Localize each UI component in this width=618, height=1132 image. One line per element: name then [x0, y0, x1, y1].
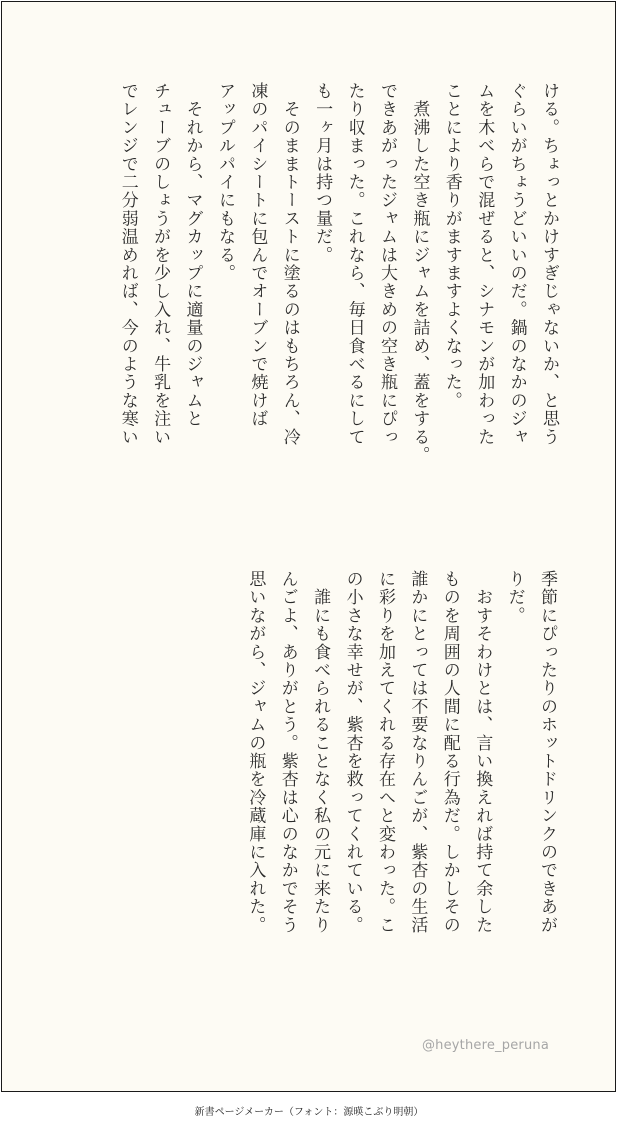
text-column: ムを木べらで混ぜると、シナモンが加わった — [474, 82, 495, 446]
text-column: そのままトーストに塗るのはもちろん、冷 — [279, 82, 300, 446]
text-column: 煮沸した空き瓶にジャムを詰め、蓋をする。 — [409, 82, 430, 465]
text-column: 季節にぴったりのホットドリンクのできあが — [537, 570, 557, 934]
upper-text-block — [111, 82, 565, 522]
text-column: ぐらいがちょうどいいのだ。鍋のなかのジャ — [506, 82, 527, 446]
text-column: でレンジで二分弱温めれば、今のような寒い — [117, 82, 138, 446]
text-column: 誰にも食べられることなく私の元に来たり — [310, 570, 331, 934]
text-column: アップルパイにもなる。 — [214, 82, 235, 283]
text-column: りだ。 — [504, 570, 525, 625]
text-column: それから、マグカップに適量のジャムと — [182, 82, 203, 428]
text-column: 誰かにとっては不要なりんごが、紫杏の生活 — [407, 570, 428, 934]
lower-text-block — [239, 570, 563, 1000]
text-column: の小さな幸せが、紫杏を救ってくれている。 — [342, 570, 363, 934]
text-column: んごよ、ありがとう。紫杏は心のなかでそう — [277, 570, 298, 934]
text-column: 思いながら、ジャムの瓶を冷蔵庫に入れた。 — [245, 570, 266, 934]
text-column: ことにより香りがますますよくなった。 — [441, 82, 462, 410]
text-column: ものを周囲の人間に配る行為だ。しかしその — [439, 570, 460, 934]
text-column: ける。ちょっとかけすぎじゃないか、と思う — [539, 82, 559, 446]
text-column: も一ヶ月は持つ量だ。 — [312, 82, 333, 264]
text-column: できあがったジャムは大きめの空き瓶にぴっ — [376, 82, 397, 446]
text-column: 凍のパイシートに包んでオーブンで焼けば — [247, 82, 268, 428]
text-column: おすそわけとは、言い換えれば持て余した — [472, 570, 493, 934]
text-column: チューブのしょうがを少し入れ、牛乳を注い — [150, 82, 171, 446]
footer-credit: 新書ページメーカー（フォント：源暎こぶり明朝） — [194, 1107, 424, 1118]
book-page — [1, 1, 616, 1092]
text-column: たり収まった。これなら、毎日食べるにして — [344, 82, 365, 446]
author-handle: @heythere_peruna — [421, 1038, 549, 1053]
text-column: に彩りを加えてくれる存在へと変わった。こ — [374, 570, 395, 934]
